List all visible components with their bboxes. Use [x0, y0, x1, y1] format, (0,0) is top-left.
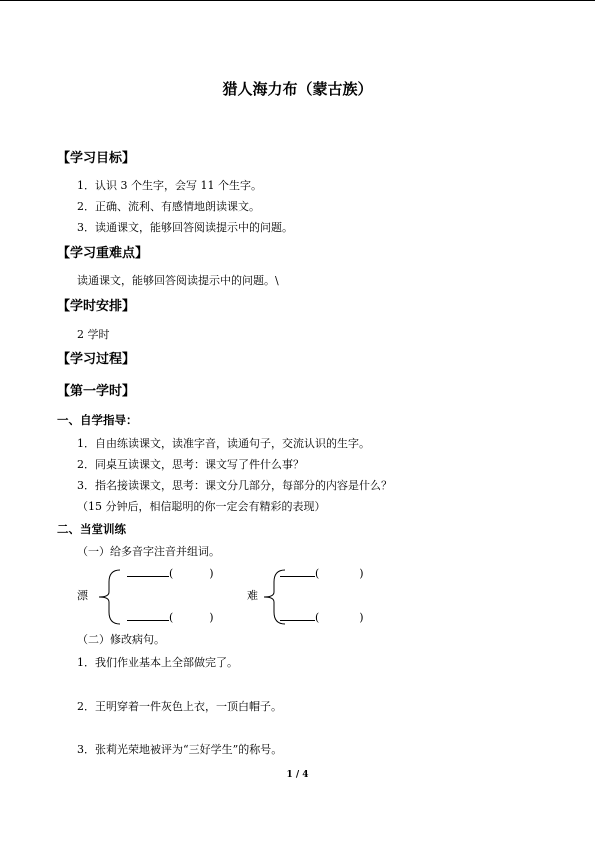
practice-part2-instruction: （二）修改病句。	[77, 633, 165, 646]
self-study-item-3: 3．指名接读课文，思考：课文分几部分，每部分的内容是什么？	[77, 479, 392, 492]
polyphone-char-2: 难	[247, 589, 258, 602]
self-study-item-1: 1．自由练读课文，读准字音，读通句子，交流认识的生字。	[77, 437, 370, 450]
answer-blank[interactable]	[280, 610, 315, 621]
page-top-rule	[0, 0, 595, 1]
brace-icon	[93, 568, 123, 626]
answer-blank[interactable]	[280, 566, 315, 577]
answer-blank[interactable]	[127, 610, 169, 621]
schedule-text: 2 学时	[77, 328, 110, 341]
goals-heading: 【学习目标】	[57, 151, 136, 166]
schedule-heading: 【学时安排】	[57, 299, 136, 314]
goal-item-2: 2．正确、流利、有感情地朗读课文。	[77, 200, 260, 213]
page-title: 猎人海力布（蒙古族）	[222, 80, 373, 98]
goal-item-1: 1．认识 3 个生字，会写 11 个生字。	[77, 179, 262, 192]
answer-blank[interactable]	[127, 566, 169, 577]
process-heading: 【学习过程】	[57, 352, 136, 367]
key-points-heading: 【学习重难点】	[57, 246, 149, 261]
self-study-heading: 一、自学指导：	[57, 413, 138, 427]
self-study-note: （15 分钟后，相信聪明的你一定会有精彩的表现）	[77, 500, 326, 513]
key-points-text: 读通课文，能够回答阅读提示中的问题。\	[77, 274, 279, 287]
sick-sentence-1: 1．我们作业基本上全部做完了。	[77, 656, 238, 669]
sick-sentence-2: 2．王明穿着一件灰色上衣，一顶白帽子。	[77, 700, 282, 713]
sick-sentence-3: 3．张莉光荣地被评为“三好学生”的称号。	[77, 743, 283, 756]
self-study-item-2: 2．同桌互读课文，思考：课文写了件什么事？	[77, 458, 304, 471]
polyphone-row-2b: ( )	[280, 610, 364, 624]
polyphone-row-1b: ( )	[127, 610, 214, 624]
lesson1-heading: 【第一学时】	[57, 384, 136, 399]
polyphone-char-1: 漂	[77, 589, 88, 602]
polyphone-row-1a: ( )	[127, 566, 214, 580]
practice-heading: 二、当堂训练	[57, 522, 126, 536]
practice-part1-instruction: （一）给多音字注音并组词。	[77, 545, 220, 558]
page-number: 1 / 4	[286, 770, 309, 780]
goal-item-3: 3．读通课文，能够回答阅读提示中的问题。	[77, 221, 293, 234]
polyphone-row-2a: ( )	[280, 566, 364, 580]
